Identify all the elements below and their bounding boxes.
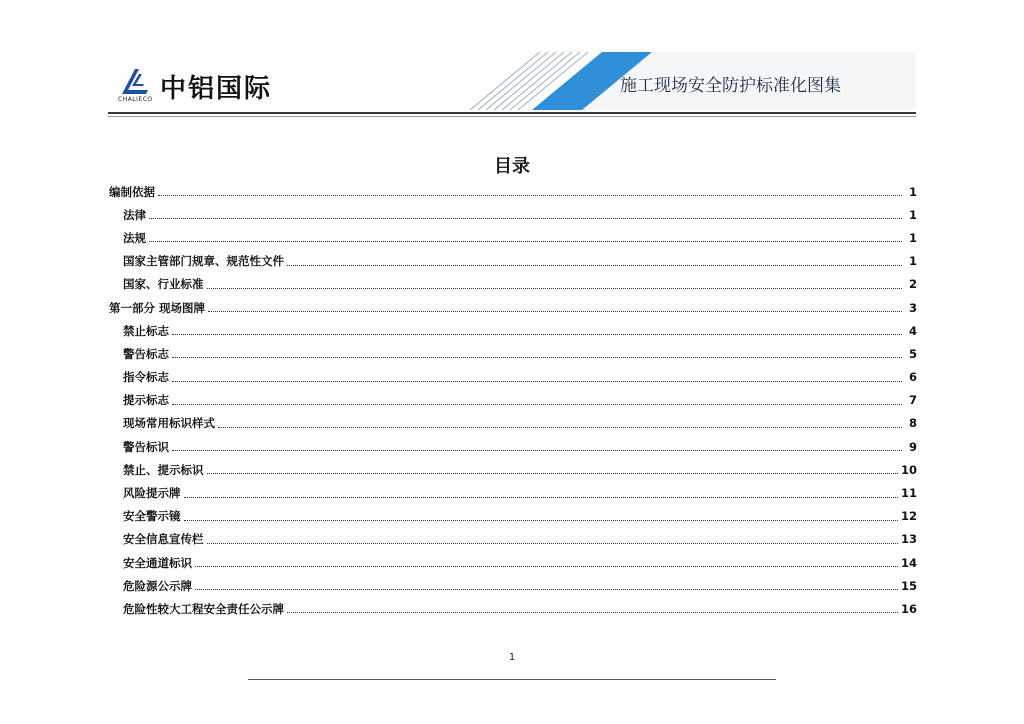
toc-leader-dots <box>207 473 898 474</box>
toc-entry[interactable] <box>109 574 917 597</box>
toc-leader-dots <box>172 334 902 335</box>
toc-entry[interactable] <box>109 319 917 342</box>
company-logo <box>118 66 298 106</box>
toc-entry[interactable] <box>109 389 917 412</box>
toc-entry-page: 4 <box>908 323 917 338</box>
company-name: 中铝国际 <box>160 74 273 104</box>
toc-entry-page: 1 <box>908 254 917 269</box>
toc-entry[interactable] <box>109 273 917 296</box>
toc-entry-label: 安全通道标识 <box>123 555 192 570</box>
toc-leader-dots <box>172 404 902 405</box>
toc-leader-dots <box>184 520 898 521</box>
toc-entry[interactable] <box>109 481 917 504</box>
toc-entry-label: 禁止、提示标识 <box>123 462 204 477</box>
toc-entry-label: 安全警示镜 <box>123 509 181 524</box>
toc-entry-label: 现场常用标识样式 <box>123 416 215 431</box>
toc-entry-label: 禁止标志 <box>123 323 169 338</box>
toc-entry-label: 编制依据 <box>109 184 155 199</box>
toc-leader-dots <box>208 311 902 312</box>
toc-leader-dots <box>207 288 903 289</box>
toc-entry[interactable] <box>109 435 917 458</box>
toc-entry-page: 1 <box>908 230 917 245</box>
toc-entry-page: 9 <box>908 439 917 454</box>
toc-leader-dots <box>287 612 898 613</box>
toc-entry[interactable] <box>109 226 917 249</box>
toc-entry-page: 16 <box>900 601 917 616</box>
toc-entry[interactable] <box>109 342 917 365</box>
toc-entry-label: 国家、行业标准 <box>123 277 204 292</box>
header-divider-thin <box>108 116 916 117</box>
toc-entry-label: 指令标志 <box>123 370 169 385</box>
toc-entry[interactable] <box>109 458 917 481</box>
toc-leader-dots <box>218 427 902 428</box>
toc-entry[interactable] <box>109 551 917 574</box>
toc-entry-label: 警告标识 <box>123 439 169 454</box>
toc-entry-label: 危险性较大工程安全责任公示牌 <box>123 601 284 616</box>
toc-leader-dots <box>287 265 902 266</box>
toc-leader-dots <box>172 357 902 358</box>
header-divider <box>108 112 916 114</box>
footer-divider <box>248 679 776 680</box>
toc-entry-page: 7 <box>908 393 917 408</box>
toc-entry-label: 国家主管部门规章、规范性文件 <box>123 254 284 269</box>
toc-leader-dots <box>195 589 898 590</box>
toc-entry-label: 安全信息宣传栏 <box>123 532 204 547</box>
toc-leader-dots <box>195 566 898 567</box>
toc-entry-page: 1 <box>908 184 917 199</box>
toc-entry-page: 15 <box>900 578 917 593</box>
toc-entry-label: 第一部分 现场图牌 <box>109 300 206 315</box>
banner-title: 施工现场安全防护标准化图集 <box>620 76 841 96</box>
toc-leader-dots <box>172 381 902 382</box>
toc-entry-label: 风险提示牌 <box>123 486 181 501</box>
toc-entry-page: 14 <box>900 555 917 570</box>
toc-entry-label: 提示标志 <box>123 393 169 408</box>
toc-entry-label: 法律 <box>123 207 146 222</box>
toc-leader-dots <box>158 195 902 196</box>
page-header <box>0 0 1024 118</box>
toc-entry[interactable] <box>109 505 917 528</box>
toc-title: 目录 <box>494 156 530 177</box>
table-of-contents <box>109 180 917 621</box>
toc-entry[interactable] <box>109 296 917 319</box>
toc-entry[interactable] <box>109 250 917 273</box>
toc-entry-page: 8 <box>908 416 917 431</box>
toc-leader-dots <box>149 218 902 219</box>
toc-leader-dots <box>207 543 898 544</box>
toc-entry-page: 11 <box>900 486 917 501</box>
toc-leader-dots <box>172 450 902 451</box>
toc-entry-page: 5 <box>908 346 917 361</box>
toc-entry-page: 3 <box>908 300 917 315</box>
toc-entry[interactable] <box>109 528 917 551</box>
toc-leader-dots <box>184 497 898 498</box>
toc-leader-dots <box>149 241 902 242</box>
toc-entry[interactable] <box>109 412 917 435</box>
toc-entry[interactable] <box>109 203 917 226</box>
toc-entry[interactable] <box>109 180 917 203</box>
logo-subtitle: CHALIECO <box>118 96 153 103</box>
toc-entry-label: 警告标志 <box>123 346 169 361</box>
toc-entry-page: 12 <box>900 509 917 524</box>
toc-entry-page: 13 <box>900 532 917 547</box>
toc-entry-label: 危险源公示牌 <box>123 578 192 593</box>
toc-entry-page: 10 <box>900 462 917 477</box>
toc-entry-label: 法规 <box>123 230 146 245</box>
chalieco-logo-icon <box>118 66 152 96</box>
toc-entry-page: 6 <box>908 370 917 385</box>
page-number: 1 <box>508 652 516 663</box>
toc-entry-page: 2 <box>908 277 917 292</box>
toc-entry[interactable] <box>109 597 917 620</box>
toc-entry-page: 1 <box>908 207 917 222</box>
toc-entry[interactable] <box>109 366 917 389</box>
